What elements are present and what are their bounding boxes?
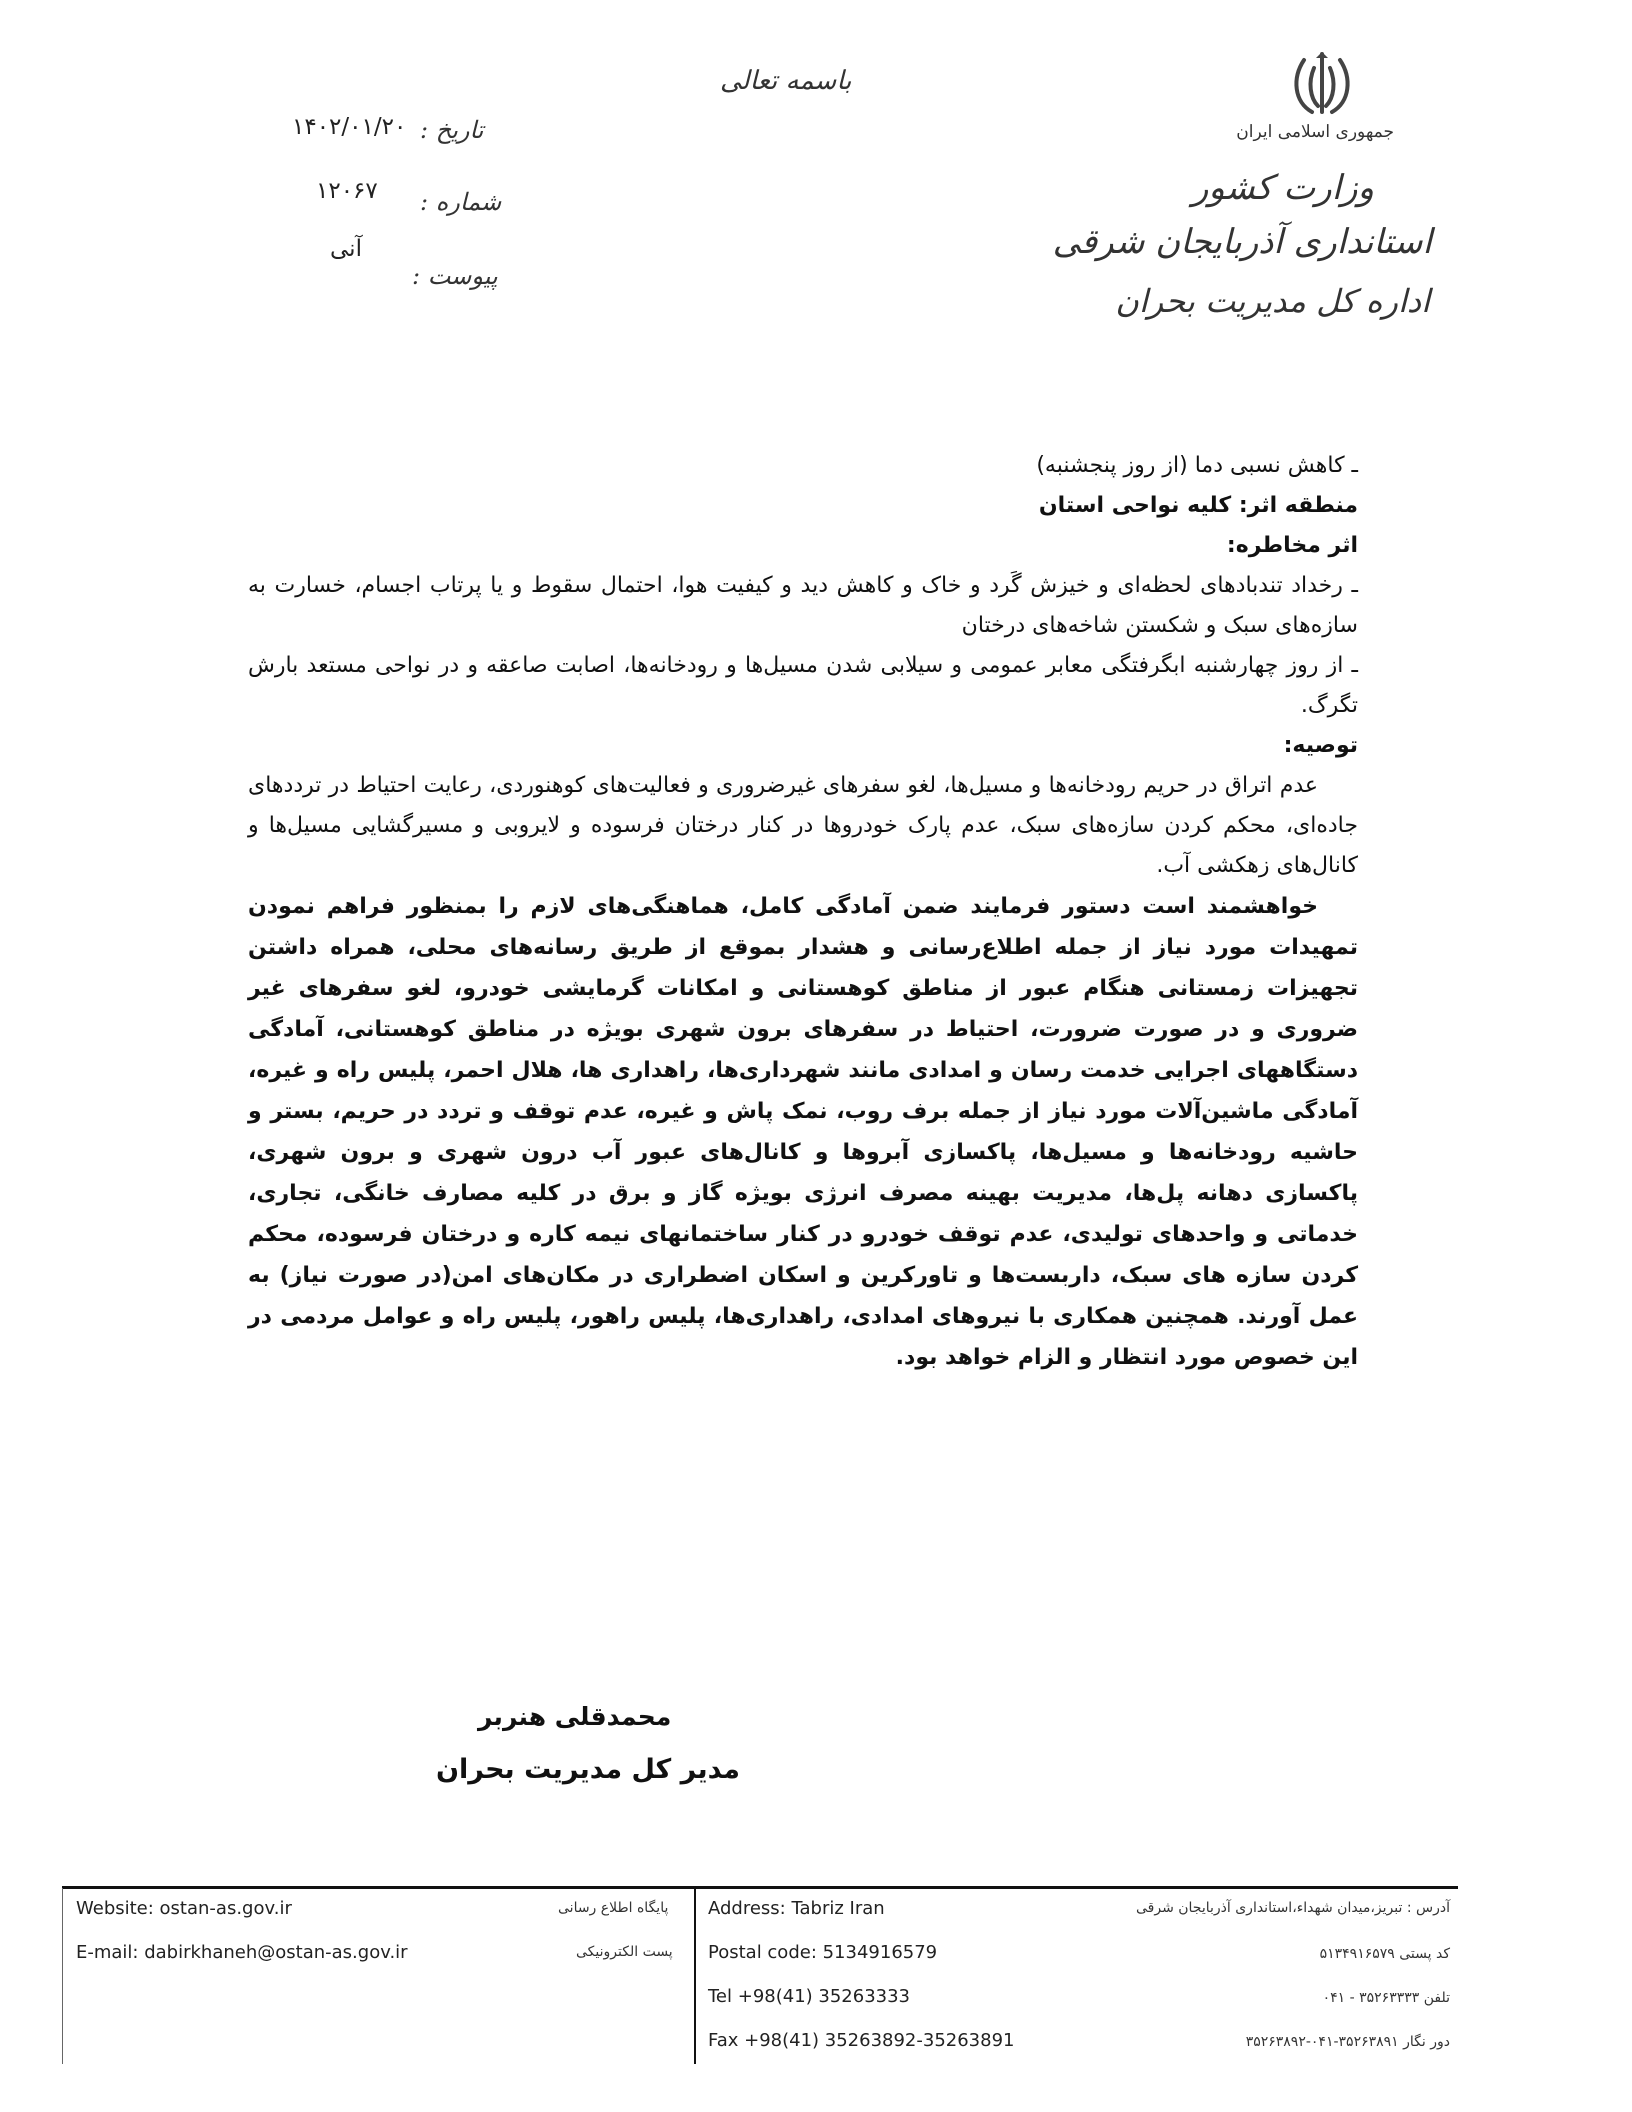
republic-title: جمهوری اسلامی ایران bbox=[1236, 122, 1394, 142]
iran-emblem-icon bbox=[1290, 50, 1354, 120]
footer-postal-fa: کد پستی ۵۱۳۴۹۱۶۵۷۹ bbox=[1319, 1946, 1450, 1962]
request-paragraph: خواهشمند است دستور فرمایند ضمن آمادگی کامل، هماهنگی‌های لازم را بمنظور فراهم نمودن تمهیدات مورد نیاز از جمله اطلاع‌رسانی و هشدار بموقع از طریق رسانه‌های محلی، همراه داشتن تجهیزات زمستانی هنگام عبور از مناطق کوهستانی و امکانات گرمایشی خودرو، لغو سفرهای غیر ضروری و در صورت ضرورت، احتیاط در سفرهای برون شهری بویژه در مناطق کوهستانی، آمادگی دستگاههای اجرایی خدمت رسان و امدادی مانند شهرداری‌ها، راهداری ها، هلال احمر، پلیس راه و غیره، آمادگی ماشین‌آلات مورد نیاز از جمله برف روب، نمک پاش و غیره، عدم توقف و تردد در حریم، بستر و حاشیه رودخانه‌ها و مسیل‌ها، پاکسازی آبروها و کانال‌های عبور آب درون شهری و برون شهری، پاکسازی دهانه پل‌ها، مدیریت بهینه مصرف انرژی بویژه گاز و برق در کلیه مصارف خانگی، تجاری، خدماتی و واحدهای تولیدی، عدم توقف خودرو در کنار ساختمانهای نیمه کاره و درختان فرسوده، محکم کردن سازه های سبک، داربست‌ها و تاورکرین و اسکان اضطراری در مکان‌های امن(در صورت نیاز) به عمل آورند. همچنین همکاری با نیروهای امدادی، راهداری‌ها، پلیس راهور، پلیس راه و عوامل مردمی در این خصوص مورد انتظار و الزام خواهد بود. bbox=[248, 894, 1358, 1370]
department-title: اداره کل مدیریت بحران bbox=[1115, 282, 1430, 320]
footer-email-label: پست الکترونیکی bbox=[576, 1944, 673, 1960]
footer-left-edge bbox=[62, 1888, 63, 2064]
impact-area: منطقه اثر: کلیه نواحی استان bbox=[1038, 493, 1358, 518]
date-value: ۱۴۰۲/۰۱/۲۰ bbox=[292, 114, 407, 140]
ministry-title: وزارت کشور bbox=[1191, 168, 1374, 208]
hazard-heading: اثر مخاطره: bbox=[1226, 533, 1358, 558]
footer-top-rule bbox=[62, 1886, 1458, 1889]
basmala: باسمه تعالی bbox=[720, 66, 852, 96]
footer-divider bbox=[694, 1888, 696, 2064]
footer-email[interactable]: E-mail: dabirkhaneh@ostan-as.gov.ir bbox=[76, 1942, 408, 1963]
footer-address-en: Address: Tabriz Iran bbox=[708, 1898, 885, 1919]
footer-postal-en: Postal code: 5134916579 bbox=[708, 1942, 938, 1963]
hazard-item-1: ـ رخداد تندبادهای لحظه‌ای و خیزش گَرد و خاک و کاهش دید و کیفیت هوا، احتمال سقوط و یا پرتاب اجسام، خسارت به سازه‌های سبک و شکستن شاخه‌های درختان bbox=[248, 573, 1358, 638]
signatory-name: محمدقلی هنربر bbox=[478, 1702, 672, 1731]
footer-fax-fa: دور نگار ۳۵۲۶۳۸۹۱-۰۴۱-۳۵۲۶۳۸۹۲ bbox=[1245, 2034, 1450, 2050]
province-title: استانداری آذربایجان شرقی bbox=[1052, 222, 1432, 262]
number-value: ۱۲۰۶۷ bbox=[316, 178, 378, 204]
date-label: تاریخ : bbox=[420, 116, 484, 144]
temperature-line: ـ کاهش نسبی دما (از روز پنجشنبه) bbox=[1036, 453, 1358, 478]
advice-heading: توصیه: bbox=[1283, 733, 1358, 758]
number-label: شماره : bbox=[420, 188, 502, 216]
footer-tel-en: Tel +98(41) 35263333 bbox=[708, 1986, 911, 2007]
attachment-label: پیوست : bbox=[412, 262, 498, 290]
hazard-item-2: ـ از روز چهارشنبه ابگرفتگی معابر عمومی و سیلابی شدن مسیل‌ها و رودخانه‌ها، اصابت صاعقه و در نواحی مستعد بارش تگرگ. bbox=[248, 653, 1358, 718]
footer-address-fa: آدرس : تبریز،میدان شهداء،استانداری آذربایجان شرقی bbox=[1135, 1900, 1450, 1916]
footer-website[interactable]: Website: ostan-as.gov.ir bbox=[76, 1898, 292, 1919]
attachment-value: آنی bbox=[330, 236, 362, 262]
advice-text: عدم اتراق در حریم رودخانه‌ها و مسیل‌ها، لغو سفرهای غیرضروری و فعالیت‌های کوهنوردی، رعایت احتیاط در ترددهای جاده‌ای، محکم کردن سازه‌های سبک، عدم پارک خودروها در کنار درختان فرسوده و لایروبی و مسیرگشایی مسیل‌ها و کانال‌های زهکشی آب. bbox=[248, 773, 1358, 878]
footer-website-label: پایگاه اطلاع رسانی bbox=[558, 1900, 669, 1916]
letter-body bbox=[248, 446, 1358, 1378]
footer-fax-en: Fax +98(41) 35263892-35263891 bbox=[708, 2030, 1015, 2051]
signatory-title: مدیر کل مدیریت بحران bbox=[436, 1754, 740, 1785]
footer-tel-fa: تلفن ۳۵۲۶۳۳۳۳ - ۰۴۱ bbox=[1322, 1990, 1450, 2006]
